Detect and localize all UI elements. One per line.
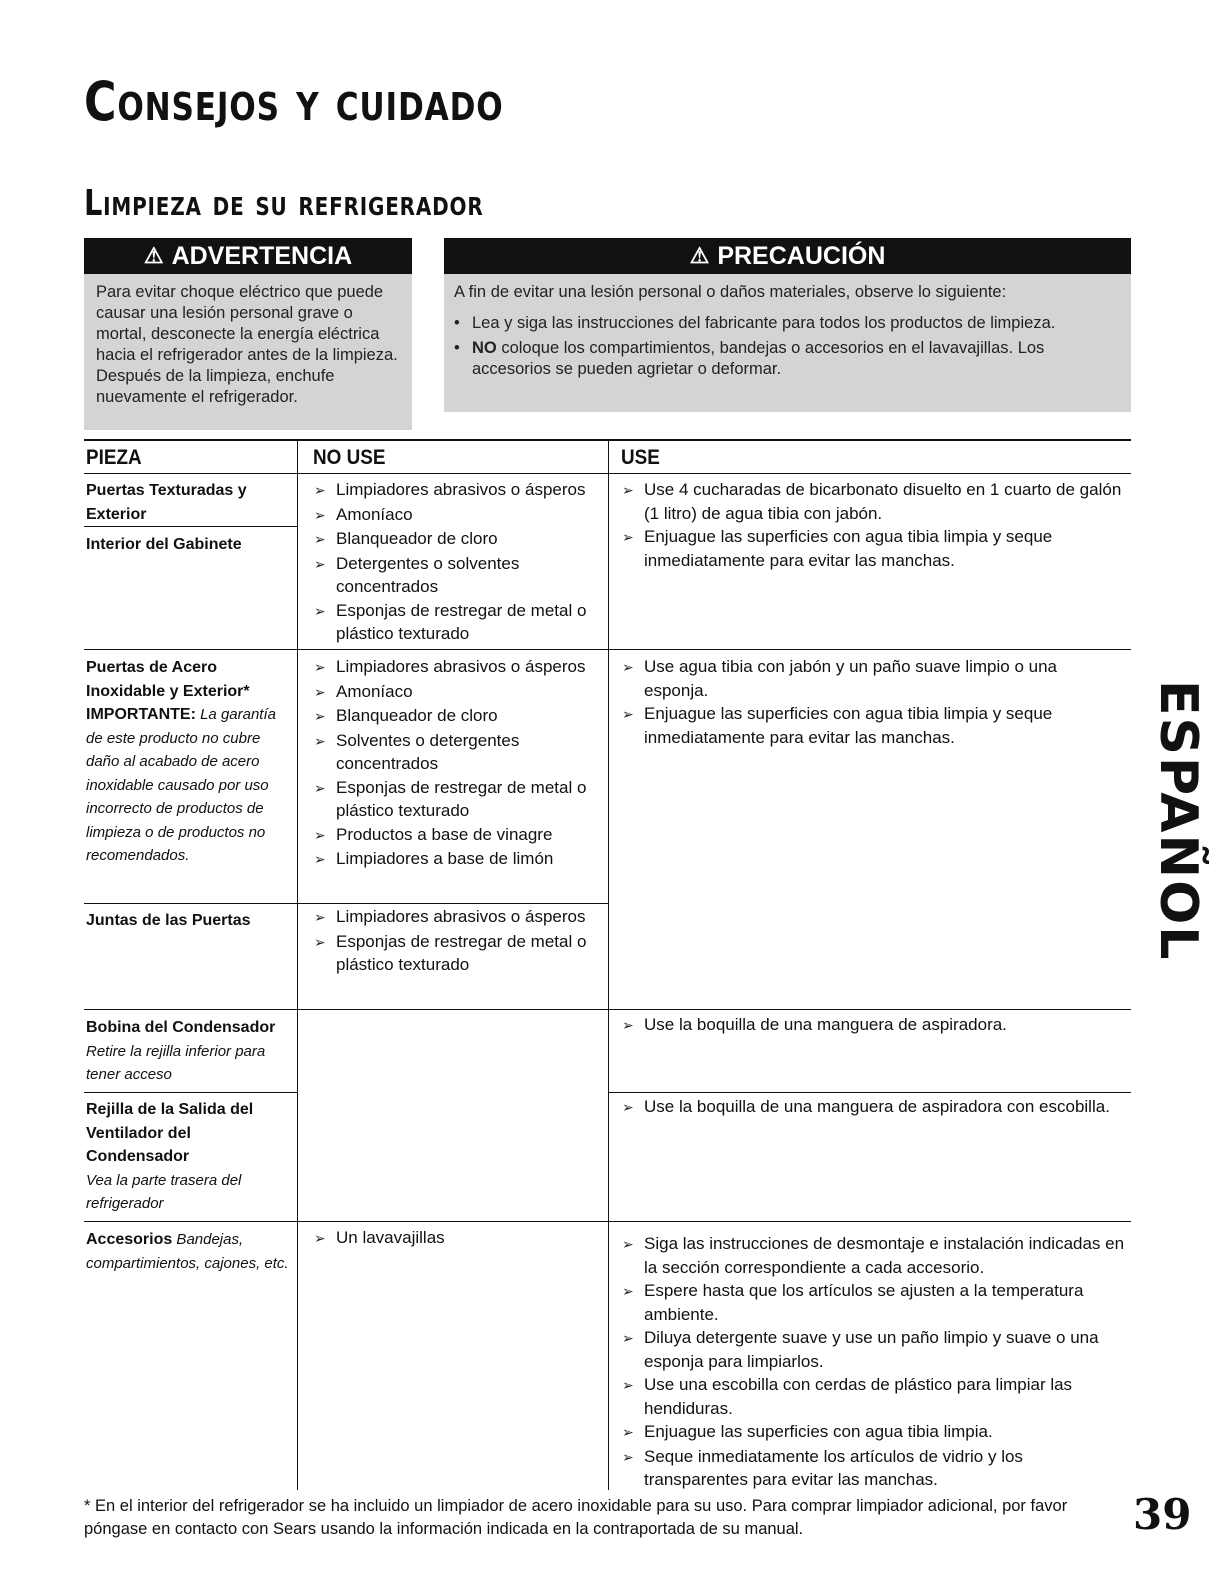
caution-bullet <box>454 313 1121 334</box>
piece-note: Vea la parte trasera del refrigerador <box>86 1171 242 1212</box>
list-item: ➢ Use una escobilla con cerdas de plástico para limpiar las hendiduras. <box>622 1373 1128 1420</box>
list-item: ➢ Siga las instrucciones de desmontaje e instalación indicadas en la sección correspondiente a cada accesorio. <box>622 1232 1128 1279</box>
arrow-bullet-icon: ➢ <box>622 1330 634 1346</box>
list-item: ➢ Limpiadores abrasivos o ásperos <box>314 655 604 680</box>
piece-cell <box>86 533 291 557</box>
list-item: ➢ Limpiadores abrasivos o ásperos <box>314 478 604 503</box>
no-use-list <box>314 478 604 646</box>
list-item: ➢ Esponjas de restregar de metal o plástico texturado <box>314 776 604 823</box>
list-item: ➢ Espere hasta que los artículos se ajusten a la temperatura ambiente. <box>622 1279 1128 1326</box>
list-item: ➢ Limpiadores a base de limón <box>314 847 604 872</box>
list-item: ➢ Amoníaco <box>314 680 604 705</box>
warning-triangle-icon: ⚠ <box>143 243 164 268</box>
row-rule <box>84 649 1131 650</box>
arrow-bullet-icon: ➢ <box>622 1099 634 1115</box>
arrow-bullet-icon: ➢ <box>622 1377 634 1393</box>
list-item: ➢ Productos a base de vinagre <box>314 823 604 848</box>
arrow-bullet-icon: ➢ <box>314 708 326 724</box>
no-use-list <box>314 655 604 872</box>
piece-note: Retire la rejilla inferior para tener acceso <box>86 1042 266 1083</box>
warning-box <box>84 238 412 430</box>
arrow-bullet-icon: ➢ <box>622 1424 634 1440</box>
arrow-bullet-icon: ➢ <box>314 602 326 619</box>
col-header-piece: PIEZA <box>86 446 142 469</box>
warning-header <box>84 238 412 274</box>
arrow-bullet-icon: ➢ <box>622 1283 634 1299</box>
list-item: ➢ Diluya detergente suave y use un paño limpio y suave o una esponja para limpiarlos. <box>622 1326 1128 1373</box>
arrow-bullet-icon: ➢ <box>314 531 326 547</box>
piece-cell <box>86 479 291 526</box>
caution-bullet-bold: NO <box>472 339 497 357</box>
arrow-bullet-icon: ➢ <box>314 909 326 925</box>
warning-text: Para evitar choque eléctrico que puede causar una lesión personal grave o mortal, desconecte la energía eléctrica hacia el refrigerador antes de la limpieza. Después de la limpieza, enchufe nuevamente el refrigerador. <box>96 283 398 406</box>
list-item: ➢ Seque inmediatamente los artículos de vidrio y los transparentes para evitar las manchas. <box>622 1445 1128 1492</box>
use-list <box>622 1232 1128 1492</box>
important-label: IMPORTANTE: <box>86 706 196 723</box>
arrow-bullet-icon: ➢ <box>314 659 326 675</box>
caution-bullet <box>454 338 1121 380</box>
piece-name: Interior del Gabinete <box>86 536 242 553</box>
arrow-bullet-icon: ➢ <box>622 1236 634 1252</box>
col-header-no-use: NO USE <box>313 446 386 469</box>
use-list <box>622 1013 1122 1038</box>
caution-title: PRECAUCIÓN <box>717 241 886 270</box>
section-title: Limpieza de su refrigerador <box>84 183 484 224</box>
list-item: ➢ Enjuague las superficies con agua tibia limpia y seque inmediatamente para evitar las manchas. <box>622 525 1122 572</box>
row-rule <box>84 903 608 904</box>
list-item: ➢ Un lavavajillas <box>314 1226 604 1251</box>
arrow-bullet-icon: ➢ <box>622 706 634 722</box>
list-item: ➢ Amoníaco <box>314 503 604 528</box>
list-item: ➢ Esponjas de restregar de metal o plástico texturado <box>314 599 604 646</box>
col-header-use: USE <box>621 446 660 469</box>
list-item: ➢ Use la boquilla de una manguera de aspiradora. <box>622 1013 1122 1038</box>
list-item: ➢ Blanqueador de cloro <box>314 704 604 729</box>
arrow-bullet-icon: ➢ <box>314 826 326 843</box>
arrow-bullet-icon: ➢ <box>314 1230 326 1246</box>
piece-cell <box>86 1098 291 1216</box>
piece-cell <box>86 656 291 868</box>
piece-cell <box>86 909 291 933</box>
arrow-bullet-icon: ➢ <box>622 659 634 675</box>
arrow-bullet-icon: ➢ <box>314 482 326 498</box>
piece-note: La garantía de este producto no cubre daño al acabado de acero inoxidable causado por uso incorrecto de productos de limpieza o de productos no recomendados. <box>86 706 276 864</box>
bullet-dot-icon: • <box>454 314 460 332</box>
list-item: ➢ Use la boquilla de una manguera de aspiradora con escobilla. <box>622 1095 1122 1120</box>
row-rule <box>84 1092 297 1093</box>
list-item: ➢ Use 4 cucharadas de bicarbonato disuelto en 1 cuarto de galón (1 litro) de agua tibia con jabón. <box>622 478 1122 525</box>
arrow-bullet-icon: ➢ <box>622 1017 634 1033</box>
piece-cell <box>86 1228 291 1275</box>
caution-triangle-icon: ⚠ <box>689 243 710 268</box>
piece-name: Juntas de las Puertas <box>86 912 251 929</box>
arrow-bullet-icon: ➢ <box>314 851 326 867</box>
caution-bullet-text: coloque los compartimientos, bandejas o accesorios en el lavavajillas. Los accesorios se pueden agrietar o deformar. <box>472 339 1045 378</box>
piece-name: Accesorios <box>86 1231 173 1248</box>
caution-bullet-text: Lea y siga las instrucciones del fabricante para todos los productos de limpieza. <box>472 314 1056 332</box>
arrow-bullet-icon: ➢ <box>622 1448 634 1465</box>
arrow-bullet-icon: ➢ <box>314 933 326 950</box>
piece-name: Bobina del Condensador <box>86 1019 276 1036</box>
list-item: ➢ Blanqueador de cloro <box>314 527 604 552</box>
list-item: ➢ Solventes o detergentes concentrados <box>314 729 604 776</box>
caution-intro: A fin de evitar una lesión personal o daños materiales, observe lo siguiente: <box>454 283 1007 301</box>
piece-name: Puertas de Acero Inoxidable y Exterior* <box>86 659 250 700</box>
caution-header <box>444 238 1131 274</box>
row-rule <box>84 1009 1131 1010</box>
use-list <box>622 1095 1122 1120</box>
no-use-list <box>314 1226 604 1251</box>
piece-name: Rejilla de la Salida del Ventilador del Condensador <box>86 1101 254 1165</box>
bullet-dot-icon: • <box>454 339 460 357</box>
piece-name: Puertas Texturadas y Exterior <box>86 482 247 523</box>
arrow-bullet-icon: ➢ <box>622 482 634 498</box>
list-item: ➢ Detergentes o solventes concentrados <box>314 552 604 599</box>
list-item: ➢ Enjuague las superficies con agua tibia limpia y seque inmediatamente para evitar las manchas. <box>622 702 1122 749</box>
column-divider <box>608 440 609 1490</box>
use-list <box>622 478 1122 572</box>
arrow-bullet-icon: ➢ <box>622 529 634 545</box>
row-rule <box>608 1092 1131 1093</box>
list-item: ➢ Limpiadores abrasivos o ásperos <box>314 905 604 930</box>
arrow-bullet-icon: ➢ <box>314 732 326 749</box>
arrow-bullet-icon: ➢ <box>314 506 326 523</box>
list-item: ➢ Esponjas de restregar de metal o plástico texturado <box>314 930 604 977</box>
warning-title: ADVERTENCIA <box>171 241 353 270</box>
language-side-tab: ESPAÑOL <box>1148 680 1208 962</box>
use-list <box>622 655 1122 749</box>
row-rule <box>84 526 297 527</box>
page-title: Consejos y cuidado <box>84 70 504 133</box>
footnote: * En el interior del refrigerador se ha incluido un limpiador de acero inoxidable para su uso. Para comprar limpiador adicional, por favor póngase en contacto con Sears usando la información indicada en la contraportada de su manual. <box>84 1497 1068 1538</box>
arrow-bullet-icon: ➢ <box>314 779 326 796</box>
page-number: 39 <box>1133 1490 1192 1539</box>
column-divider <box>297 440 298 1490</box>
piece-cell <box>86 1016 291 1087</box>
piece-note: Bandejas, compartimientos, cajones, etc. <box>86 1231 289 1272</box>
row-rule <box>84 1221 1131 1222</box>
list-item: ➢ Enjuague las superficies con agua tibia limpia. <box>622 1420 1128 1445</box>
no-use-list <box>314 905 604 977</box>
list-item: ➢ Use agua tibia con jabón y un paño suave limpio o una esponja. <box>622 655 1122 702</box>
caution-box <box>444 238 1131 412</box>
arrow-bullet-icon: ➢ <box>314 683 326 700</box>
arrow-bullet-icon: ➢ <box>314 555 326 572</box>
